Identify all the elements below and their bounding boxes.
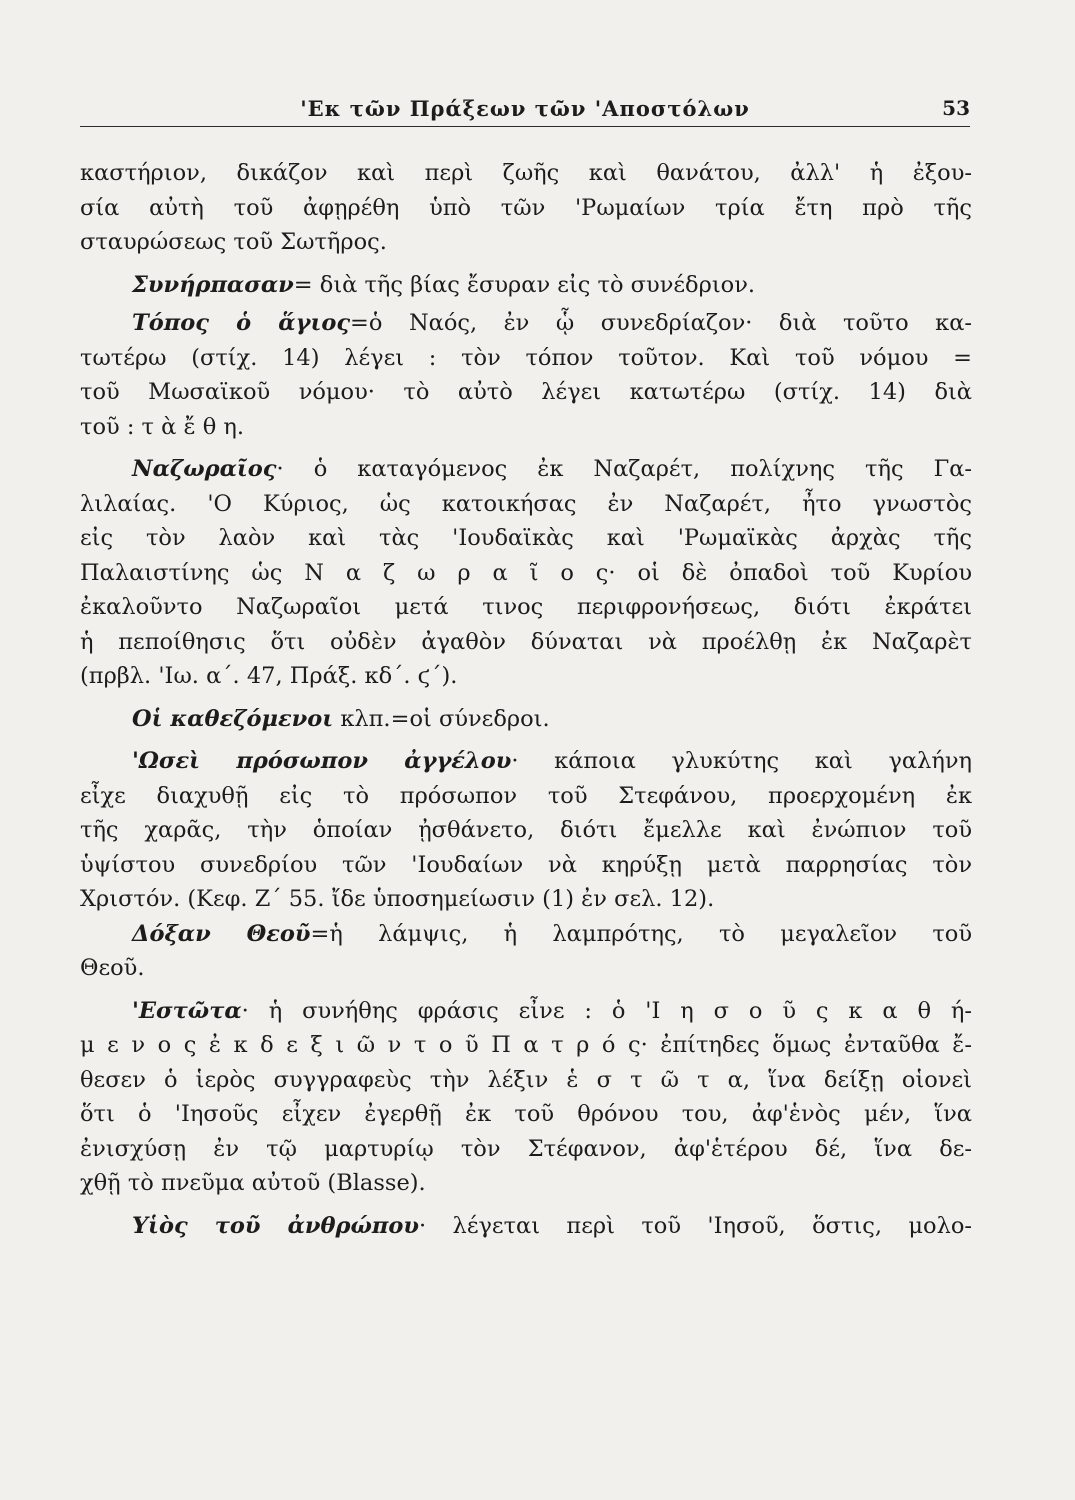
- entry-line: [80, 702, 972, 737]
- entry-line: [80, 994, 972, 1029]
- text-line: Θεοῦ.: [80, 955, 145, 981]
- entry-line: [80, 452, 972, 487]
- entry-term: Υἱὸς τοῦ ἀνθρώπου: [132, 1212, 419, 1239]
- entry-term: Οἱ καθεζόμενοι: [132, 705, 334, 732]
- entry-line: [80, 917, 972, 952]
- entry-text: = διὰ τῆς βίας ἔσυραν εἰς τὸ συνέδριον.: [293, 271, 756, 298]
- text-line: τωτέρω (στίχ. 14) λέγει : τὸν τόπον τοῦτον. Καὶ τοῦ νόμου =: [80, 344, 972, 371]
- entry-line: [80, 744, 972, 779]
- entry-text: · ὁ καταγόμενος ἐκ Ναζαρέτ, πολίχνης τῆς Γα-: [276, 456, 972, 482]
- entry-line: [80, 1209, 972, 1244]
- entry-term: Δόξαν Θεοῦ: [132, 920, 311, 947]
- page-header: [80, 96, 970, 127]
- entry-text: · κάποια γλυκύτης καὶ γαλήνη: [511, 748, 972, 774]
- text-line: τοῦ Μωσαϊκοῦ νόμου· τὸ αὐτὸ λέγει κατωτέρω (στίχ. 14) διὰ: [80, 379, 972, 405]
- page-number: 53: [942, 96, 970, 120]
- text-line: σία αὐτὴ τοῦ ἀφῃρέθη ὑπὸ τῶν 'Ρωμαίων τρία ἔτη πρὸ τῆς: [80, 194, 972, 221]
- running-title: 'Εκ τῶν Πράξεων τῶν 'Αποστόλων: [300, 96, 750, 121]
- entry-text: =ἡ λάμψις, ἡ λαμπρότης, τὸ μεγαλεῖον τοῦ: [310, 920, 972, 947]
- text-line: χθῇ τὸ πνεῦμα αὐτοῦ (Blasse).: [80, 1170, 426, 1196]
- text-line: εἰς τὸν λαὸν καὶ τὰς 'Ιουδαϊκὰς καὶ 'Ρωμαϊκὰς ἀρχὰς τῆς: [80, 525, 972, 551]
- text-line: ἐνισχύσῃ ἐν τῷ μαρτυρίῳ τὸν Στέφανον, ἀφ'ἑτέρου δέ, ἵνα δε-: [80, 1135, 972, 1162]
- page-body: [80, 156, 972, 1243]
- text-line: καστήριον, δικάζον καὶ περὶ ζωῆς καὶ θανάτου, ἀλλ' ἡ ἐξου-: [80, 160, 972, 186]
- entry-text: κλπ.=οἱ σύνεδροι.: [333, 705, 550, 732]
- text-line: λιλαίας. 'Ο Κύριος, ὡς κατοικήσας ἐν Ναζαρέτ, ἦτο γνωστὸς: [80, 490, 972, 517]
- entry-term: Συνήρπασαν: [132, 271, 294, 298]
- text-line: Παλαιστίνης ὡς Ν α ζ ω ρ α ῖ ο ς· οἱ δὲ ὀπαδοὶ τοῦ Κυρίου: [80, 559, 972, 586]
- text-line: Χριστόν. (Κεφ. Ζ΄ 55. ἴδε ὑποσημείωσιν (1) ἐν σελ. 12).: [80, 886, 715, 912]
- text-line: ἐκαλοῦντο Ναζωραῖοι μετά τινος περιφρονήσεως, διότι ἐκράτει: [80, 594, 972, 620]
- text-line: ἡ πεποίθησις ὅτι οὐδὲν ἀγαθὸν δύναται νὰ προέλθῃ ἐκ Ναζαρὲτ: [80, 628, 972, 655]
- text-line: εἶχε διαχυθῇ εἰς τὸ πρόσωπον τοῦ Στεφάνου, προερχομένη ἐκ: [80, 782, 972, 809]
- text-line: θεσεν ὁ ἱερὸς συγγραφεὺς τὴν λέξιν ἑ σ τ ῶ τ α, ἵνα δείξῃ οἱονεὶ: [80, 1066, 972, 1093]
- entry-term: Τόπος ὁ ἅγιος: [132, 310, 351, 336]
- entry-line: [80, 268, 972, 303]
- text-line: τῆς χαρᾶς, τὴν ὁποίαν ᾐσθάνετο, διότι ἔμελλε καὶ ἐνώπιον τοῦ: [80, 817, 972, 843]
- entry-text: =ὁ Ναός, ἐν ᾧ συνεδρίαζον· διὰ τοῦτο κα-: [350, 310, 972, 336]
- text-line: τοῦ : τ ὰ ἔ θ η.: [80, 413, 245, 440]
- entry-text: · ἡ συνήθης φράσις εἶνε : ὁ 'Ι η σ ο ῦ ς κ α θ ή-: [241, 997, 972, 1024]
- entry-text: · λέγεται περὶ τοῦ 'Ιησοῦ, ὅστις, μολο-: [419, 1212, 972, 1239]
- entry-line: [80, 306, 972, 341]
- entry-term: Ναζωραῖος: [132, 456, 277, 482]
- text-line: (πρβλ. 'Ιω. α΄. 47, Πράξ. κδ΄. ϛ΄).: [80, 663, 458, 689]
- entry-term: 'Εστῶτα: [132, 997, 242, 1024]
- text-line: ὑψίστου συνεδρίου τῶν 'Ιουδαίων νὰ κηρύξῃ μετὰ παρρησίας τὸν: [80, 851, 972, 878]
- text-line: μ ε ν ο ς ἐ κ δ ε ξ ι ῶ ν τ ο ῦ Π α τ ρ ό ς· ἐπίτηδες ὅμως ἐνταῦθα ἔ-: [80, 1032, 972, 1058]
- text-line: σταυρώσεως τοῦ Σωτῆρος.: [80, 229, 387, 255]
- text-line: ὅτι ὁ 'Ιησοῦς εἶχεν ἐγερθῇ ἐκ τοῦ θρόνου του, ἀφ'ἑνὸς μέν, ἵνα: [80, 1101, 972, 1127]
- entry-term: 'Ωσεὶ πρόσωπον ἀγγέλου: [132, 748, 512, 774]
